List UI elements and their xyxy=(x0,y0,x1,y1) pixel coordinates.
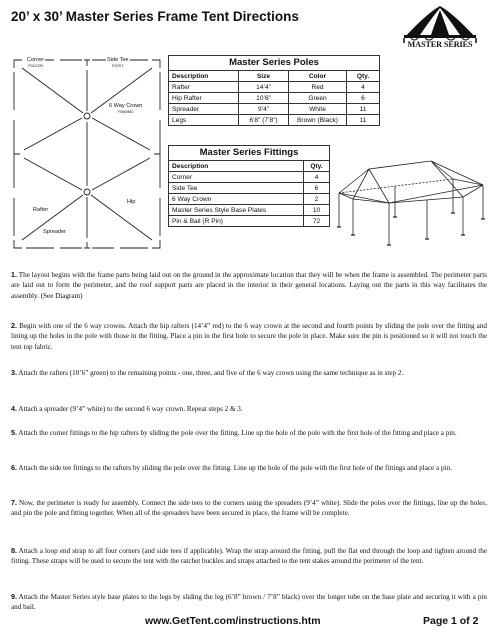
step-6: 6. Attach the side tee fittings to the rafters by sliding the pole over the fitting. Line up the hole of the pole with the first hole of the fittings and place a pin. xyxy=(11,464,452,472)
cell: Corner xyxy=(169,172,304,183)
cell: 10 xyxy=(304,205,330,216)
poles-table-block xyxy=(168,55,380,126)
footer-url-link[interactable]: www.GetTent.com/instructions.htm xyxy=(145,615,321,627)
step-2: 2. Begin with one of the 6 way crowns. Attach the hip rafters (14’4” red) to the 6 way crown at the second and fourth points by sliding the pole over the fitting and lining up the holes in the pole with those in the fitting. Place a pin in the first hole to secure the pole in place. Make sure the pin is positioned so it will not touch the tent top fabric. xyxy=(11,322,487,351)
layout-diagram xyxy=(8,54,166,254)
corner-label: Corner F01COR xyxy=(27,57,45,68)
cell: Spreader xyxy=(169,104,239,115)
cell: 6 Way Crown xyxy=(169,194,304,205)
cell: 6’8” (7’8”) xyxy=(239,115,289,126)
hip-label: Hip xyxy=(127,199,136,205)
step-1: 1. The layout begins with the frame parts being laid out on the ground in the approximate location that they will be when the frame is assembled. The perimeter parts are laid out to form the perimeter, and the roof support parts are placed in the interior in their general locations. Laying out the parts in this way facilitates the assembly. (See Diagram) xyxy=(11,271,487,300)
table-row xyxy=(169,183,330,194)
logo-text: MASTER SERIES xyxy=(407,40,473,49)
six-way-crown-label: 6 Way Crown F06WMC xyxy=(109,103,143,114)
cell: 9’4” xyxy=(239,104,289,115)
cell: 4 xyxy=(347,82,380,93)
tent-frame-illustration xyxy=(335,155,487,255)
cell: Master Series Style Base Plates xyxy=(169,205,304,216)
cell: 14’4” xyxy=(239,82,289,93)
table-row xyxy=(169,93,380,104)
cell: Green xyxy=(289,93,347,104)
table-row xyxy=(169,216,330,227)
cell: 11 xyxy=(347,115,380,126)
cell: Pin & Bail (R Pin) xyxy=(169,216,304,227)
step-8: 8. Attach a loop end strap to all four corners (and side tees if applicable). Wrap the strap around the fitting, pull the flat end through the loop and tighten around the fitting. These straps will be used to secure the tent with the ratchet buckles and straps attached to the tent stakes around the perimeter of the tent. xyxy=(11,547,487,566)
table-row xyxy=(169,194,330,205)
column-header: Description xyxy=(169,71,239,82)
table-row xyxy=(169,82,380,93)
poles-table xyxy=(168,70,380,126)
cell: 6 xyxy=(347,93,380,104)
rafter-label: Rafter xyxy=(33,207,49,213)
cell: Brown (Black) xyxy=(289,115,347,126)
cell: 6 xyxy=(304,183,330,194)
cell: 72 xyxy=(304,216,330,227)
table-header-row xyxy=(169,161,330,172)
cell: Hip Rafter xyxy=(169,93,239,104)
table-row xyxy=(169,115,380,126)
page-number: Page 1 of 2 xyxy=(423,615,479,627)
column-header: Color xyxy=(289,71,347,82)
column-header: Qty. xyxy=(304,161,330,172)
cell: 11 xyxy=(347,104,380,115)
step-3: 3. Attach the rafters (10’6” green) to the remaining points - one, three, and five of the 6 way crown using the same technique as in step 2. xyxy=(11,369,404,377)
cell: White xyxy=(289,104,347,115)
column-header: Size xyxy=(239,71,289,82)
cell: 2 xyxy=(304,194,330,205)
step-9: 9. Attach the Master Series style base plates to the legs by sliding the leg (6’8” brown / 7’8” black) over the longer tube on the base plate and securing it with a pin and bail. xyxy=(11,593,487,612)
frame-layout-drawing xyxy=(8,54,166,254)
cell: 4 xyxy=(304,172,330,183)
page-title: 20’ x 30’ Master Series Frame Tent Directions xyxy=(11,9,299,24)
step-7: 7. Now, the perimeter is ready for assembly. Connect the side tees to the corners using the spreaders (9’4” white). Slide the poles over the fittings, line up the holes, and pin the pole and fitting together. When all of the spreaders have been secured in place, the frame will be complete. xyxy=(11,499,487,518)
table-row xyxy=(169,172,330,183)
step-5: 5. Attach the corner fittings to the hip rafters by sliding the pole over the fitting. Line up the hole of the pole with the first hole of the fitting and place a pin. xyxy=(11,429,457,437)
fittings-table-title: Master Series Fittings xyxy=(168,145,330,160)
fittings-table-block xyxy=(168,145,330,227)
side-tee-label: Side Tee F02ST xyxy=(107,57,129,68)
spreader-label: Spreader xyxy=(43,229,67,235)
fittings-table xyxy=(168,160,330,227)
table-row xyxy=(169,205,330,216)
table-row xyxy=(169,104,380,115)
cell: Side Tee xyxy=(169,183,304,194)
table-header-row xyxy=(169,71,380,82)
cell: 10’6” xyxy=(239,93,289,104)
cell: Red xyxy=(289,82,347,93)
cell: Rafter xyxy=(169,82,239,93)
poles-table-title: Master Series Poles xyxy=(168,55,380,70)
step-4: 4. Attach a spreader (9’4” white) to the second 6 way crown. Repeat steps 2 & 3. xyxy=(11,405,243,413)
column-header: Description xyxy=(169,161,304,172)
cell: Legs xyxy=(169,115,239,126)
column-header: Qty. xyxy=(347,71,380,82)
